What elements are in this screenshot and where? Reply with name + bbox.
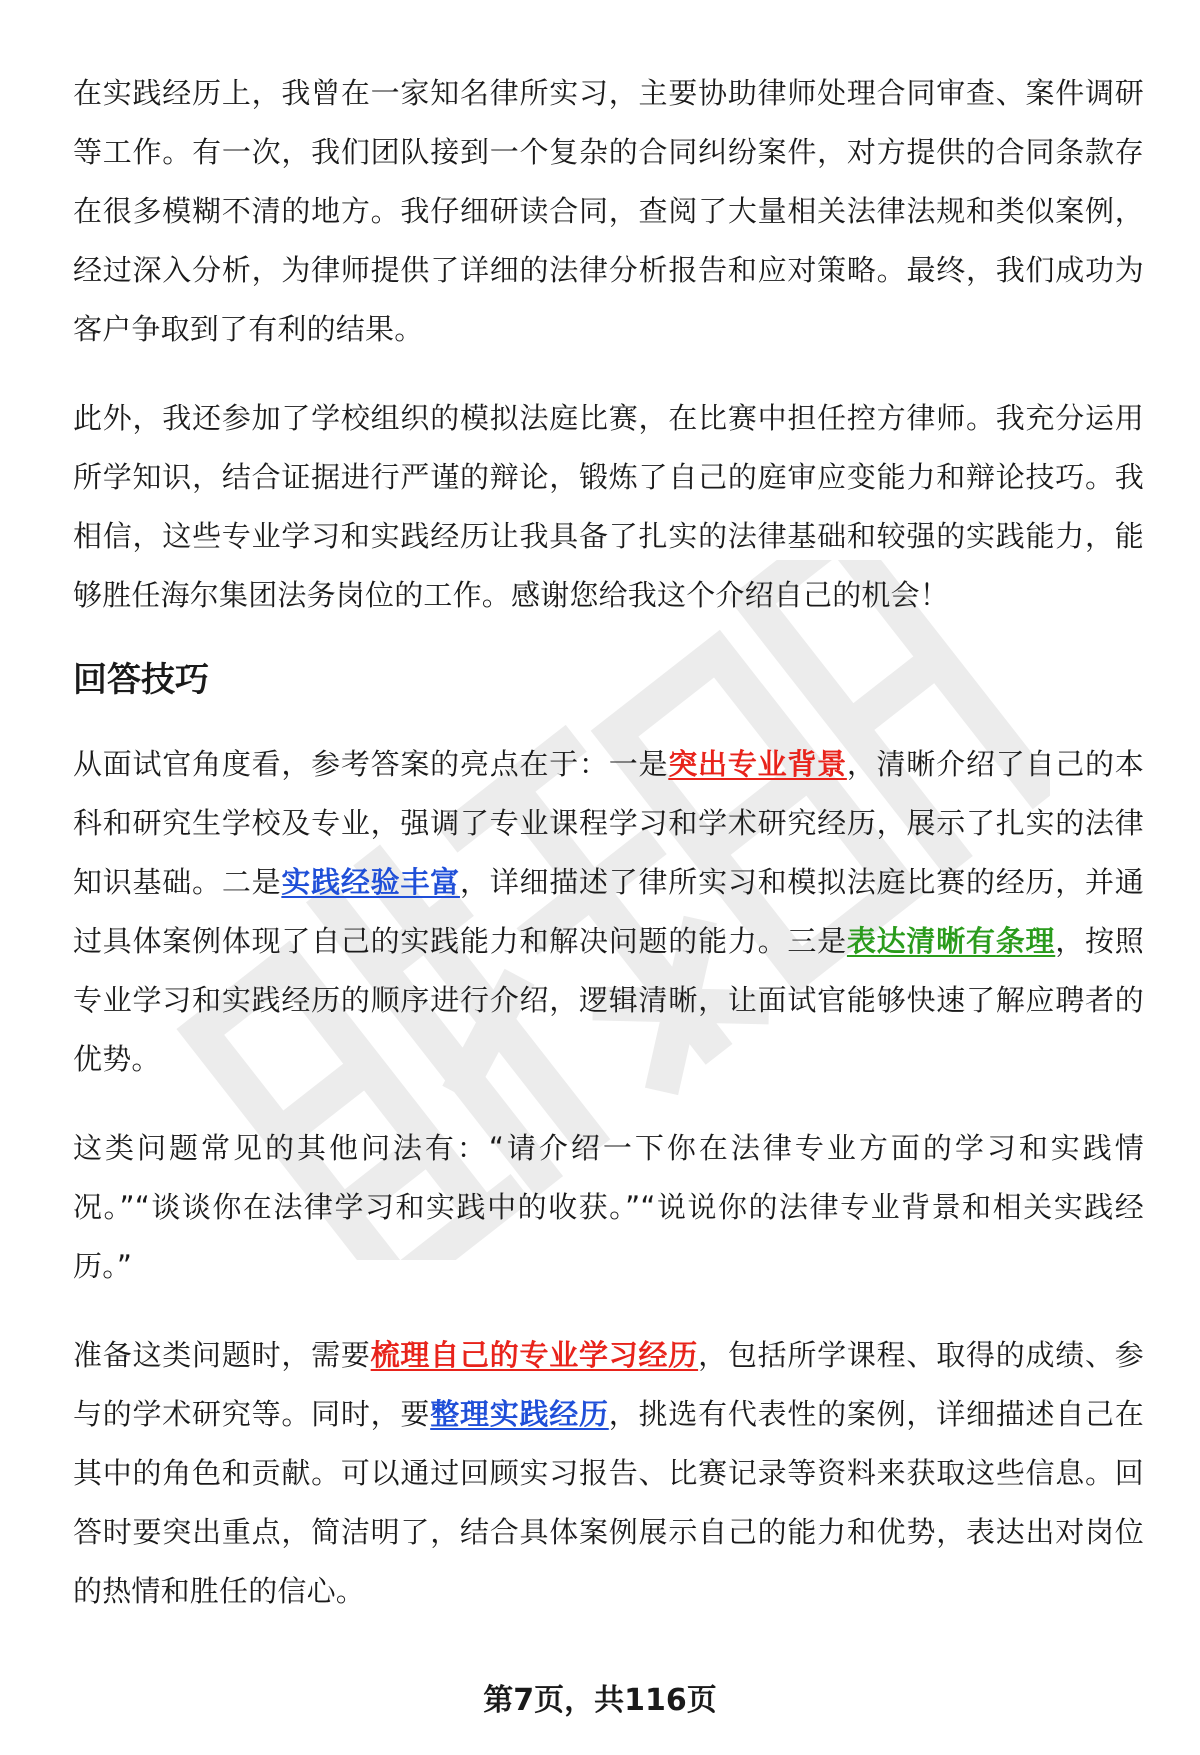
tips-paragraph-preparation: [73, 1326, 1144, 1621]
section-title: 回答技巧: [73, 660, 209, 700]
highlight-organize-practice: 整理实践经历: [430, 1397, 609, 1431]
tips-paragraph-highlights: [73, 735, 1144, 1089]
page-number: 第7页，共116页: [483, 1683, 717, 1718]
document-content: [73, 64, 1144, 1621]
tips-text: 从面试官角度看，参考答案的亮点在于：一是: [73, 747, 669, 781]
tips-text: ，挑选有代表性的案例，详细描述自己在其中的角色和贡献。可以通过回顾实习报告、比赛记录等资料来获取这些信息。回答时要突出重点，简洁明了，结合具体案例展示自己的能力和优势，表达出对岗位的热情和胜任的信心。: [73, 1397, 1144, 1608]
tips-text: ，详细描述了律所实习和模拟法庭比赛的经历，并通过具体案例体现了自己的实践能力和解决问题的能力。三是: [73, 865, 1144, 958]
highlight-clear-expression: 表达清晰有条理: [846, 924, 1056, 958]
tips-text: 准备这类问题时，需要: [73, 1338, 371, 1372]
tips-paragraph-alternative-questions: 这类问题常见的其他问法有：“请介绍一下你在法律专业方面的学习和实践情况。”“谈谈你在法律学习和实践中的收获。”“说说你的法律专业背景和相关实践经历。”: [73, 1131, 1144, 1283]
tips-text: ，包括所学课程、取得的成绩、参与的学术研究等。同时，要: [73, 1338, 1144, 1431]
highlight-professional-background: 突出专业背景: [668, 747, 847, 781]
highlight-sort-study-experience: 梳理自己的专业学习经历: [370, 1338, 699, 1372]
answer-paragraph-practice: 在实践经历上，我曾在一家知名律所实习，主要协助律师处理合同审查、案件调研等工作。有一次，我们团队接到一个复杂的合同纠纷案件，对方提供的合同条款存在很多模糊不清的地方。我仔细研读合同，查阅了大量相关法律法规和类似案例，经过深入分析，为律师提供了详细的法律分析报告和应对策略。最终，我们成功为客户争取到了有利的结果。: [73, 76, 1144, 346]
tips-text: ，按照专业学习和实践经历的顺序进行介绍，逻辑清晰，让面试官能够快速了解应聘者的优势。: [73, 924, 1144, 1076]
answer-paragraph-moot-court: 此外，我还参加了学校组织的模拟法庭比赛，在比赛中担任控方律师。我充分运用所学知识，结合证据进行严谨的辩论，锻炼了自己的庭审应变能力和辩论技巧。我相信，这些专业学习和实践经历让我具备了扎实的法律基础和较强的实践能力，能够胜任海尔集团法务岗位的工作。感谢您给我这个介绍自己的机会！: [73, 401, 1144, 612]
highlight-rich-experience: 实践经验丰富: [281, 865, 460, 899]
tips-text: ，清晰介绍了自己的本科和研究生学校及专业，强调了专业课程学习和学术研究经历，展示了扎实的法律知识基础。二是: [73, 747, 1144, 899]
